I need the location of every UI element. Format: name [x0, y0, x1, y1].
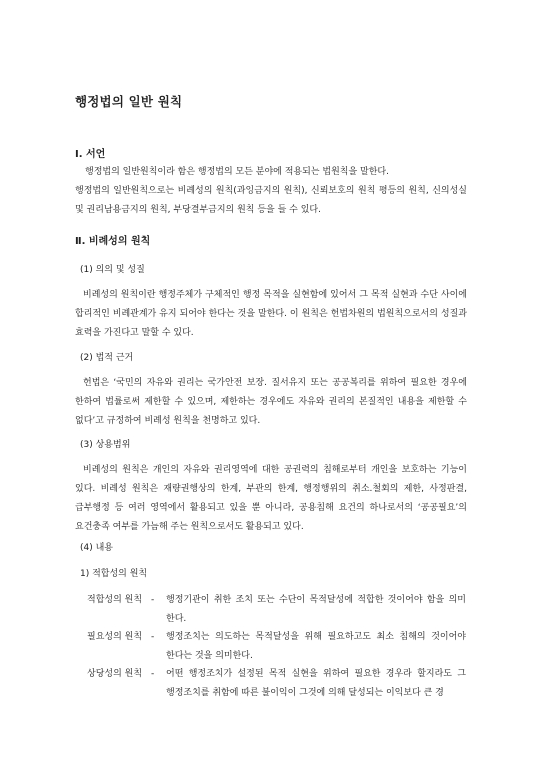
definition-term: 적합성의 원칙 — [87, 595, 143, 605]
definition-separator: - — [151, 669, 155, 679]
definition-row — [75, 665, 475, 703]
definition-description: 어떤 행정조치가 설정된 목적 실현을 위하여 필요한 경우라 할지라도 그 행정조치를 취함에 따른 불이익이 그것에 의해 달성되는 이익보다 큰 경 — [166, 669, 466, 698]
definition-row — [75, 628, 475, 666]
subsection-1-paragraph: 비례성의 원칙이란 행정주체가 구체적인 행정 목적을 실현함에 있어서 그 목적 실현과 수단 사이에 합리적인 비례관계가 유지 되어야 한다는 것을 말한다. 이 원칙은 헌법차원의 법원칙으로서의 성질과 효력을 가진다고 말할 수 있다. — [75, 290, 467, 338]
section-2-heading: Ⅱ. 비례성의 원칙 — [75, 236, 151, 247]
subsection-4-heading: (4) 내용 — [80, 543, 113, 553]
subsection-3-heading: (3) 상용범위 — [80, 440, 131, 450]
section-1-heading: Ⅰ. 서언 — [75, 149, 106, 160]
section-1-paragraph-1: 행정법의 일반원칙이라 함은 행정법의 모든 분야에 적용되는 법원칙을 말한다. — [85, 167, 389, 177]
subsection-2-paragraph: 헌법은 ‘국민의 자유와 권리는 국가안전 보장. 질서유지 또는 공공복리를 위하여 필요한 경우에 한하여 법률로써 제한할 수 있으며, 제한하는 경우에도 자유와 권리의 본질적인 내용을 제한할 수 없다’고 규정하여 비례성 원칙을 천명하고 있다. — [75, 378, 467, 426]
subsection-1-heading: (1) 의의 및 성질 — [80, 265, 145, 275]
definition-term: 상당성의 원칙 — [87, 669, 143, 679]
definition-description: 행정기관이 취한 조치 또는 수단이 목적달성에 적합한 것이어야 함을 의미 한다. — [166, 595, 466, 624]
document-title: 행정법의 일반 원칙 — [75, 94, 183, 109]
definition-row — [75, 591, 475, 629]
definition-description: 행정조치는 의도하는 목적달성을 위해 필요하고도 최소 침해의 것이어야 한다는 것을 의미한다. — [166, 632, 466, 661]
definition-separator: - — [151, 595, 155, 605]
subsection-2-heading: (2) 법적 근거 — [80, 353, 134, 363]
subsection-4-1-heading: 1) 적합성의 원칙 — [80, 569, 148, 579]
section-1-paragraph-2: 행정법의 일반원칙으로는 비례성의 원칙(과잉금지의 원칙), 신뢰보호의 원칙 평등의 원칙, 신의성실 및 권리남용금지의 원칙, 부당결부금지의 원칙 등을 들 수 있다. — [75, 186, 467, 215]
subsection-3-paragraph: 비례성의 원칙은 개인의 자유와 권리영역에 대한 공권력의 침해로부터 개인을 보호하는 기능이 있다. 비례성 원칙은 재량권행상의 한계, 부관의 한계, 행정행위의 취소.철회의 제한, 사정판결, 급부행정 등 여러 영역에서 활용되고 있을 뿐 아니라, 공용침해 요건의 하나로서의 ‘공공필요’의 요건충족 여부를 가늠해 주는 원칙으로서도 활용되고 있다. — [75, 465, 467, 532]
definition-separator: - — [151, 632, 155, 642]
definition-term: 필요성의 원칙 — [87, 632, 143, 642]
